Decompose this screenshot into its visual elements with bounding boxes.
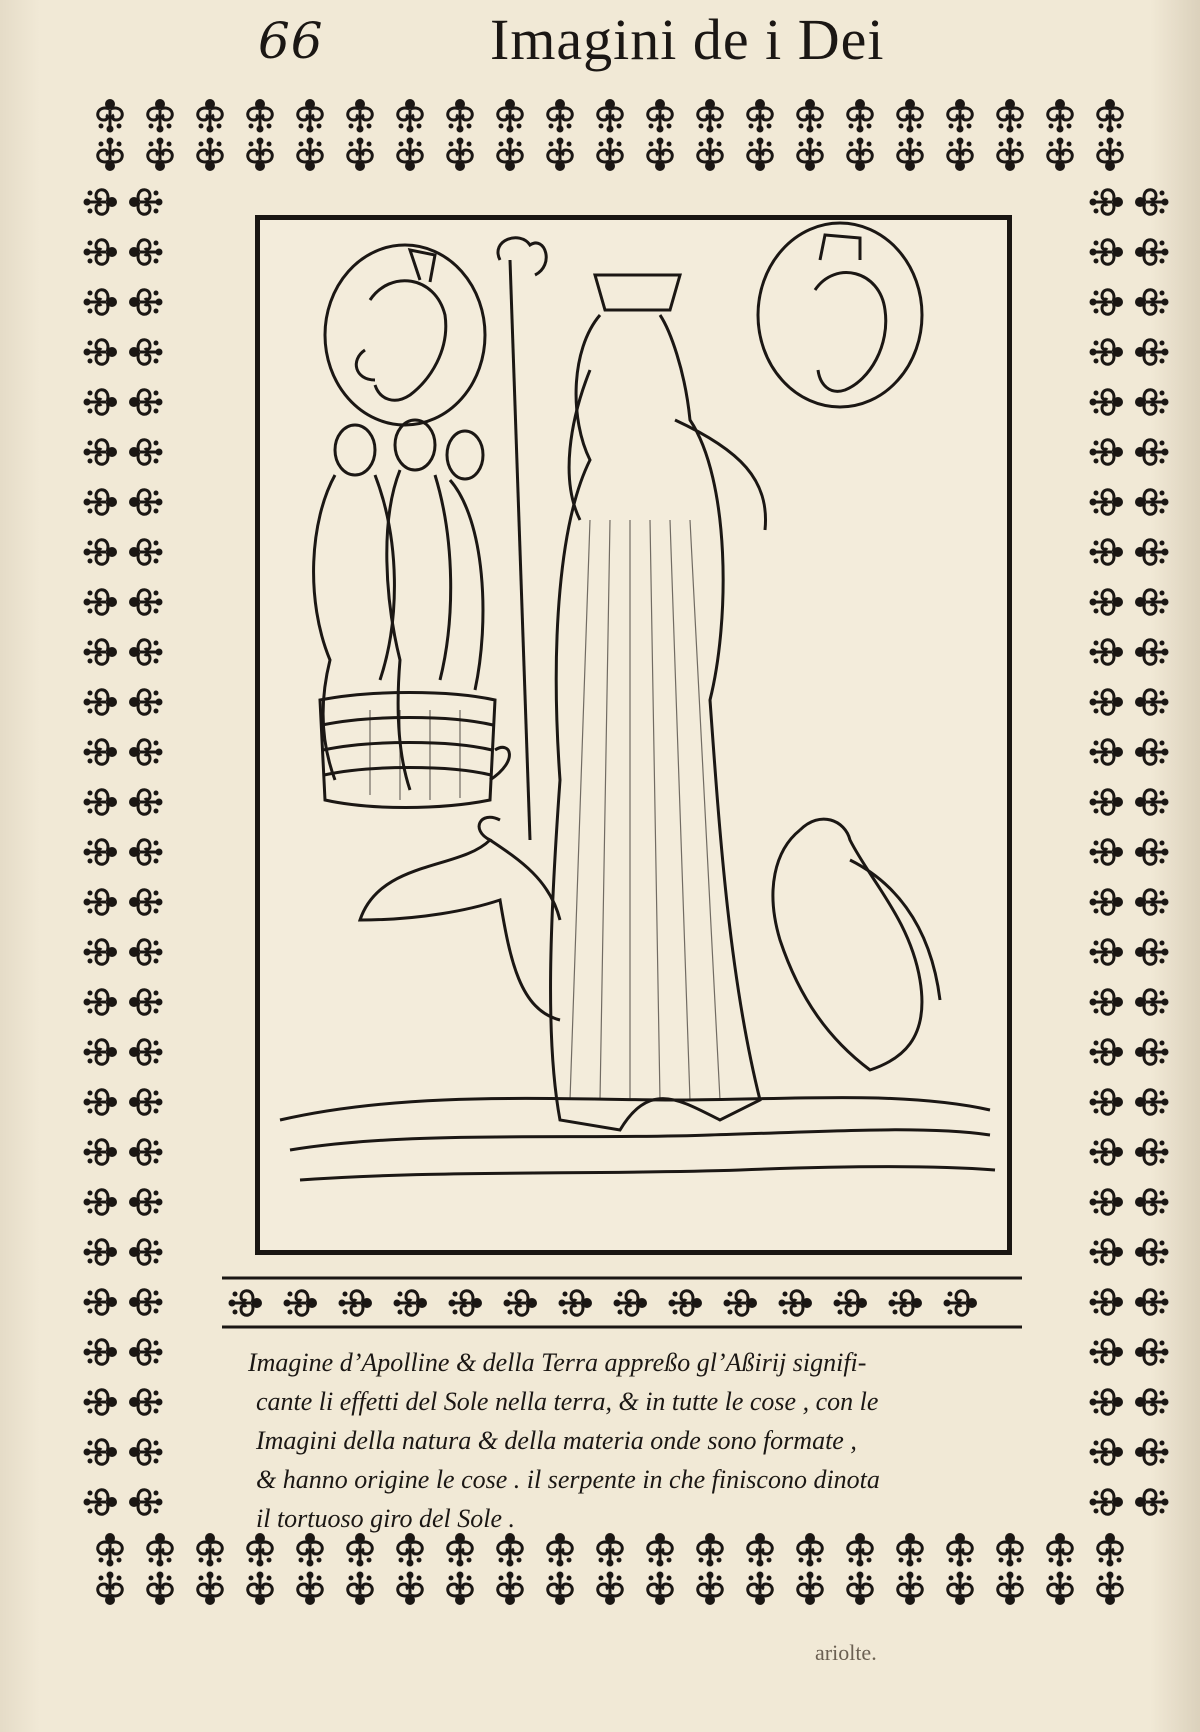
fleuron-ornament — [1135, 1090, 1169, 1115]
caption — [248, 1343, 1038, 1538]
fleuron-ornament — [1090, 240, 1124, 265]
fleuron-ornament — [129, 440, 163, 465]
fleuron-ornament — [598, 1572, 623, 1606]
fleuron-ornament — [1098, 1533, 1123, 1567]
rule-ornament — [559, 1291, 593, 1316]
fleuron-ornament — [248, 1572, 273, 1606]
fleuron-ornament — [1090, 1040, 1124, 1065]
fleuron-ornament — [84, 690, 118, 715]
fleuron-ornament — [1090, 990, 1124, 1015]
fleuron-ornament — [1090, 290, 1124, 315]
fleuron-ornament — [84, 640, 118, 665]
fleuron-ornament — [348, 99, 373, 133]
fleuron-ornament — [1135, 1490, 1169, 1515]
fleuron-ornament — [1098, 1572, 1123, 1606]
fleuron-ornament — [1090, 440, 1124, 465]
fleuron-ornament — [84, 390, 118, 415]
fleuron-ornament — [248, 1533, 273, 1567]
fleuron-ornament — [548, 1533, 573, 1567]
fleuron-ornament — [84, 440, 118, 465]
fleuron-ornament — [129, 1040, 163, 1065]
fleuron-ornament — [148, 138, 173, 172]
fleuron-ornament — [998, 138, 1023, 172]
fleuron-ornament — [548, 99, 573, 133]
fleuron-ornament — [129, 1390, 163, 1415]
fleuron-ornament — [898, 99, 923, 133]
fleuron-ornament — [848, 99, 873, 133]
caption-line: & hanno origine le cose . il serpente in che finiscono dinota — [256, 1465, 880, 1494]
fleuron-ornament — [84, 1140, 118, 1165]
fleuron-ornament — [1135, 690, 1169, 715]
fleuron-ornament — [1048, 99, 1073, 133]
fleuron-ornament — [348, 138, 373, 172]
fleuron-ornament — [129, 1440, 163, 1465]
rule-ornament — [669, 1291, 703, 1316]
fleuron-ornament — [129, 490, 163, 515]
fleuron-ornament — [898, 138, 923, 172]
fleuron-ornament — [1090, 1390, 1124, 1415]
fleuron-ornament — [84, 890, 118, 915]
fleuron-ornament — [1135, 1240, 1169, 1265]
woodcut-apollo-earth-icon — [260, 220, 1007, 1250]
fleuron-ornament — [1135, 540, 1169, 565]
fleuron-ornament — [129, 340, 163, 365]
fleuron-ornament — [1090, 790, 1124, 815]
fleuron-ornament — [129, 890, 163, 915]
fleuron-ornament — [948, 138, 973, 172]
fleuron-ornament — [84, 290, 118, 315]
rule-ornament — [779, 1291, 813, 1316]
fleuron-ornament — [84, 840, 118, 865]
fleuron-ornament — [84, 240, 118, 265]
fleuron-ornament — [398, 1572, 423, 1606]
fleuron-ornament — [1135, 590, 1169, 615]
fleuron-ornament — [84, 1290, 118, 1315]
fleuron-ornament — [398, 1533, 423, 1567]
fleuron-ornament — [798, 1533, 823, 1567]
fleuron-ornament — [129, 690, 163, 715]
fleuron-ornament — [1090, 940, 1124, 965]
fleuron-ornament — [198, 1533, 223, 1567]
fleuron-ornament — [698, 138, 723, 172]
rule-ornament — [284, 1291, 318, 1316]
catchword: ariolte. — [815, 1640, 877, 1665]
fleuron-ornament — [498, 138, 523, 172]
fleuron-ornament — [129, 940, 163, 965]
fleuron-ornament — [1090, 540, 1124, 565]
page-header — [0, 0, 1200, 90]
fleuron-ornament — [129, 1340, 163, 1365]
fleuron-ornament — [1135, 890, 1169, 915]
fleuron-ornament — [1090, 1440, 1124, 1465]
fleuron-ornament — [84, 1440, 118, 1465]
fleuron-ornament — [1135, 1290, 1169, 1315]
caption-line: Imagini della natura & della materia onde sono formate , — [256, 1426, 857, 1455]
fleuron-ornament — [248, 99, 273, 133]
fleuron-ornament — [98, 138, 123, 172]
fleuron-ornament — [84, 740, 118, 765]
fleuron-ornament — [129, 1290, 163, 1315]
fleuron-ornament — [1090, 590, 1124, 615]
fleuron-ornament — [129, 290, 163, 315]
fleuron-ornament — [998, 1533, 1023, 1567]
fleuron-ornament — [1090, 190, 1124, 215]
fleuron-ornament — [129, 1190, 163, 1215]
fleuron-ornament — [1090, 1140, 1124, 1165]
fleuron-ornament — [1090, 1090, 1124, 1115]
fleuron-ornament — [1135, 440, 1169, 465]
fleuron-ornament — [848, 1533, 873, 1567]
fleuron-ornament — [129, 1140, 163, 1165]
page-number: 66 — [258, 12, 324, 70]
fleuron-ornament — [84, 1390, 118, 1415]
fleuron-ornament — [1090, 1290, 1124, 1315]
fleuron-ornament — [1048, 1533, 1073, 1567]
fleuron-ornament — [598, 1533, 623, 1567]
rule-ornament — [394, 1291, 428, 1316]
fleuron-ornament — [1090, 1240, 1124, 1265]
fleuron-ornament — [1135, 740, 1169, 765]
rule-ornament — [339, 1291, 373, 1316]
fleuron-ornament — [129, 1240, 163, 1265]
fleuron-ornament — [198, 1572, 223, 1606]
fleuron-ornament — [148, 99, 173, 133]
fleuron-ornament — [1135, 640, 1169, 665]
fleuron-ornament — [348, 1572, 373, 1606]
rule-ornament — [834, 1291, 868, 1316]
fleuron-ornament — [1090, 1340, 1124, 1365]
fleuron-ornament — [748, 99, 773, 133]
rule-ornament — [724, 1291, 758, 1316]
fleuron-ornament — [1135, 1390, 1169, 1415]
fleuron-ornament — [1098, 99, 1123, 133]
fleuron-ornament — [84, 1190, 118, 1215]
fleuron-ornament — [698, 99, 723, 133]
fleuron-ornament — [1090, 1490, 1124, 1515]
fleuron-ornament — [298, 1533, 323, 1567]
fleuron-ornament — [1135, 1440, 1169, 1465]
woodcut-illustration — [255, 215, 1012, 1255]
fleuron-ornament — [1135, 1190, 1169, 1215]
fleuron-ornament — [298, 138, 323, 172]
fleuron-ornament — [948, 99, 973, 133]
fleuron-ornament — [84, 1490, 118, 1515]
fleuron-ornament — [998, 1572, 1023, 1606]
fleuron-ornament — [998, 99, 1023, 133]
fleuron-ornament — [448, 99, 473, 133]
fleuron-ornament — [1090, 340, 1124, 365]
fleuron-ornament — [948, 1533, 973, 1567]
fleuron-ornament — [1135, 840, 1169, 865]
fleuron-ornament — [398, 138, 423, 172]
fleuron-ornament — [1090, 490, 1124, 515]
fleuron-ornament — [1135, 290, 1169, 315]
fleuron-ornament — [98, 1533, 123, 1567]
fleuron-ornament — [248, 138, 273, 172]
fleuron-ornament — [498, 1533, 523, 1567]
caption-line: Imagine d’Apolline & della Terra appreßo gl’Aßirij signifi- — [248, 1348, 867, 1377]
fleuron-ornament — [198, 99, 223, 133]
fleuron-ornament — [748, 1533, 773, 1567]
fleuron-ornament — [84, 340, 118, 365]
fleuron-ornament — [598, 99, 623, 133]
fleuron-ornament — [498, 99, 523, 133]
fleuron-ornament — [1135, 240, 1169, 265]
rule-ornament — [944, 1291, 978, 1316]
fleuron-ornament — [1135, 790, 1169, 815]
fleuron-ornament — [129, 790, 163, 815]
fleuron-ornament — [129, 240, 163, 265]
fleuron-ornament — [129, 590, 163, 615]
fleuron-ornament — [598, 138, 623, 172]
fleuron-ornament — [84, 1090, 118, 1115]
rule-ornament — [614, 1291, 648, 1316]
rule-ornament — [504, 1291, 538, 1316]
fleuron-ornament — [84, 540, 118, 565]
fleuron-ornament — [1048, 138, 1073, 172]
fleuron-ornament — [129, 990, 163, 1015]
fleuron-ornament — [84, 1240, 118, 1265]
fleuron-ornament — [848, 138, 873, 172]
fleuron-ornament — [1090, 690, 1124, 715]
fleuron-ornament — [129, 1490, 163, 1515]
fleuron-ornament — [1135, 1140, 1169, 1165]
fleuron-ornament — [898, 1533, 923, 1567]
fleuron-ornament — [648, 1533, 673, 1567]
fleuron-ornament — [548, 1572, 573, 1606]
fleuron-ornament — [348, 1533, 373, 1567]
ornamental-rule — [222, 1275, 1022, 1335]
rule-ornament — [449, 1291, 483, 1316]
fleuron-ornament — [448, 1533, 473, 1567]
fleuron-ornament — [948, 1572, 973, 1606]
fleuron-ornament — [84, 940, 118, 965]
fleuron-ornament — [698, 1572, 723, 1606]
caption-line: il tortuoso giro del Sole . — [256, 1504, 516, 1533]
fleuron-ornament — [1135, 940, 1169, 965]
fleuron-ornament — [98, 99, 123, 133]
fleuron-ornament — [84, 590, 118, 615]
fleuron-ornament — [198, 138, 223, 172]
fleuron-ornament — [129, 540, 163, 565]
fleuron-ornament — [1090, 390, 1124, 415]
fleuron-ornament — [898, 1572, 923, 1606]
fleuron-ornament — [798, 99, 823, 133]
fleuron-ornament — [148, 1572, 173, 1606]
fleuron-ornament — [648, 138, 673, 172]
fleuron-ornament — [129, 640, 163, 665]
fleuron-ornament — [448, 138, 473, 172]
fleuron-ornament — [498, 1572, 523, 1606]
fleuron-ornament — [1090, 740, 1124, 765]
fleuron-ornament — [148, 1533, 173, 1567]
running-title: Imagini de i Dei — [490, 7, 885, 72]
fleuron-ornament — [748, 138, 773, 172]
fleuron-ornament — [1135, 340, 1169, 365]
fleuron-ornament — [1090, 840, 1124, 865]
fleuron-ornament — [98, 1572, 123, 1606]
fleuron-ornament — [1098, 138, 1123, 172]
fleuron-ornament — [84, 1340, 118, 1365]
fleuron-ornament — [548, 138, 573, 172]
fleuron-ornament — [84, 990, 118, 1015]
fleuron-ornament — [84, 190, 118, 215]
fleuron-ornament — [298, 99, 323, 133]
rule-ornament — [889, 1291, 923, 1316]
fleuron-ornament — [1135, 190, 1169, 215]
fleuron-ornament — [1048, 1572, 1073, 1606]
fleuron-ornament — [648, 99, 673, 133]
fleuron-ornament — [84, 790, 118, 815]
fleuron-ornament — [698, 1533, 723, 1567]
fleuron-ornament — [1135, 390, 1169, 415]
fleuron-ornament — [798, 1572, 823, 1606]
fleuron-ornament — [448, 1572, 473, 1606]
fleuron-ornament — [1090, 1190, 1124, 1215]
fleuron-ornament — [1135, 490, 1169, 515]
rule-ornament — [229, 1291, 263, 1316]
fleuron-ornament — [298, 1572, 323, 1606]
fleuron-ornament — [129, 390, 163, 415]
fleuron-ornament — [1135, 1340, 1169, 1365]
fleuron-ornament — [129, 190, 163, 215]
fleuron-ornament — [84, 1040, 118, 1065]
caption-line: cante li effetti del Sole nella terra, & in tutte le cose , con le — [256, 1387, 879, 1416]
fleuron-ornament — [798, 138, 823, 172]
fleuron-ornament — [1135, 990, 1169, 1015]
fleuron-ornament — [748, 1572, 773, 1606]
fleuron-ornament — [648, 1572, 673, 1606]
fleuron-ornament — [1135, 1040, 1169, 1065]
fleuron-ornament — [848, 1572, 873, 1606]
fleuron-ornament — [1090, 890, 1124, 915]
fleuron-ornament — [84, 490, 118, 515]
fleuron-ornament — [129, 740, 163, 765]
fleuron-ornament — [1090, 640, 1124, 665]
fleuron-ornament — [129, 840, 163, 865]
fleuron-ornament — [129, 1090, 163, 1115]
fleuron-ornament — [398, 99, 423, 133]
